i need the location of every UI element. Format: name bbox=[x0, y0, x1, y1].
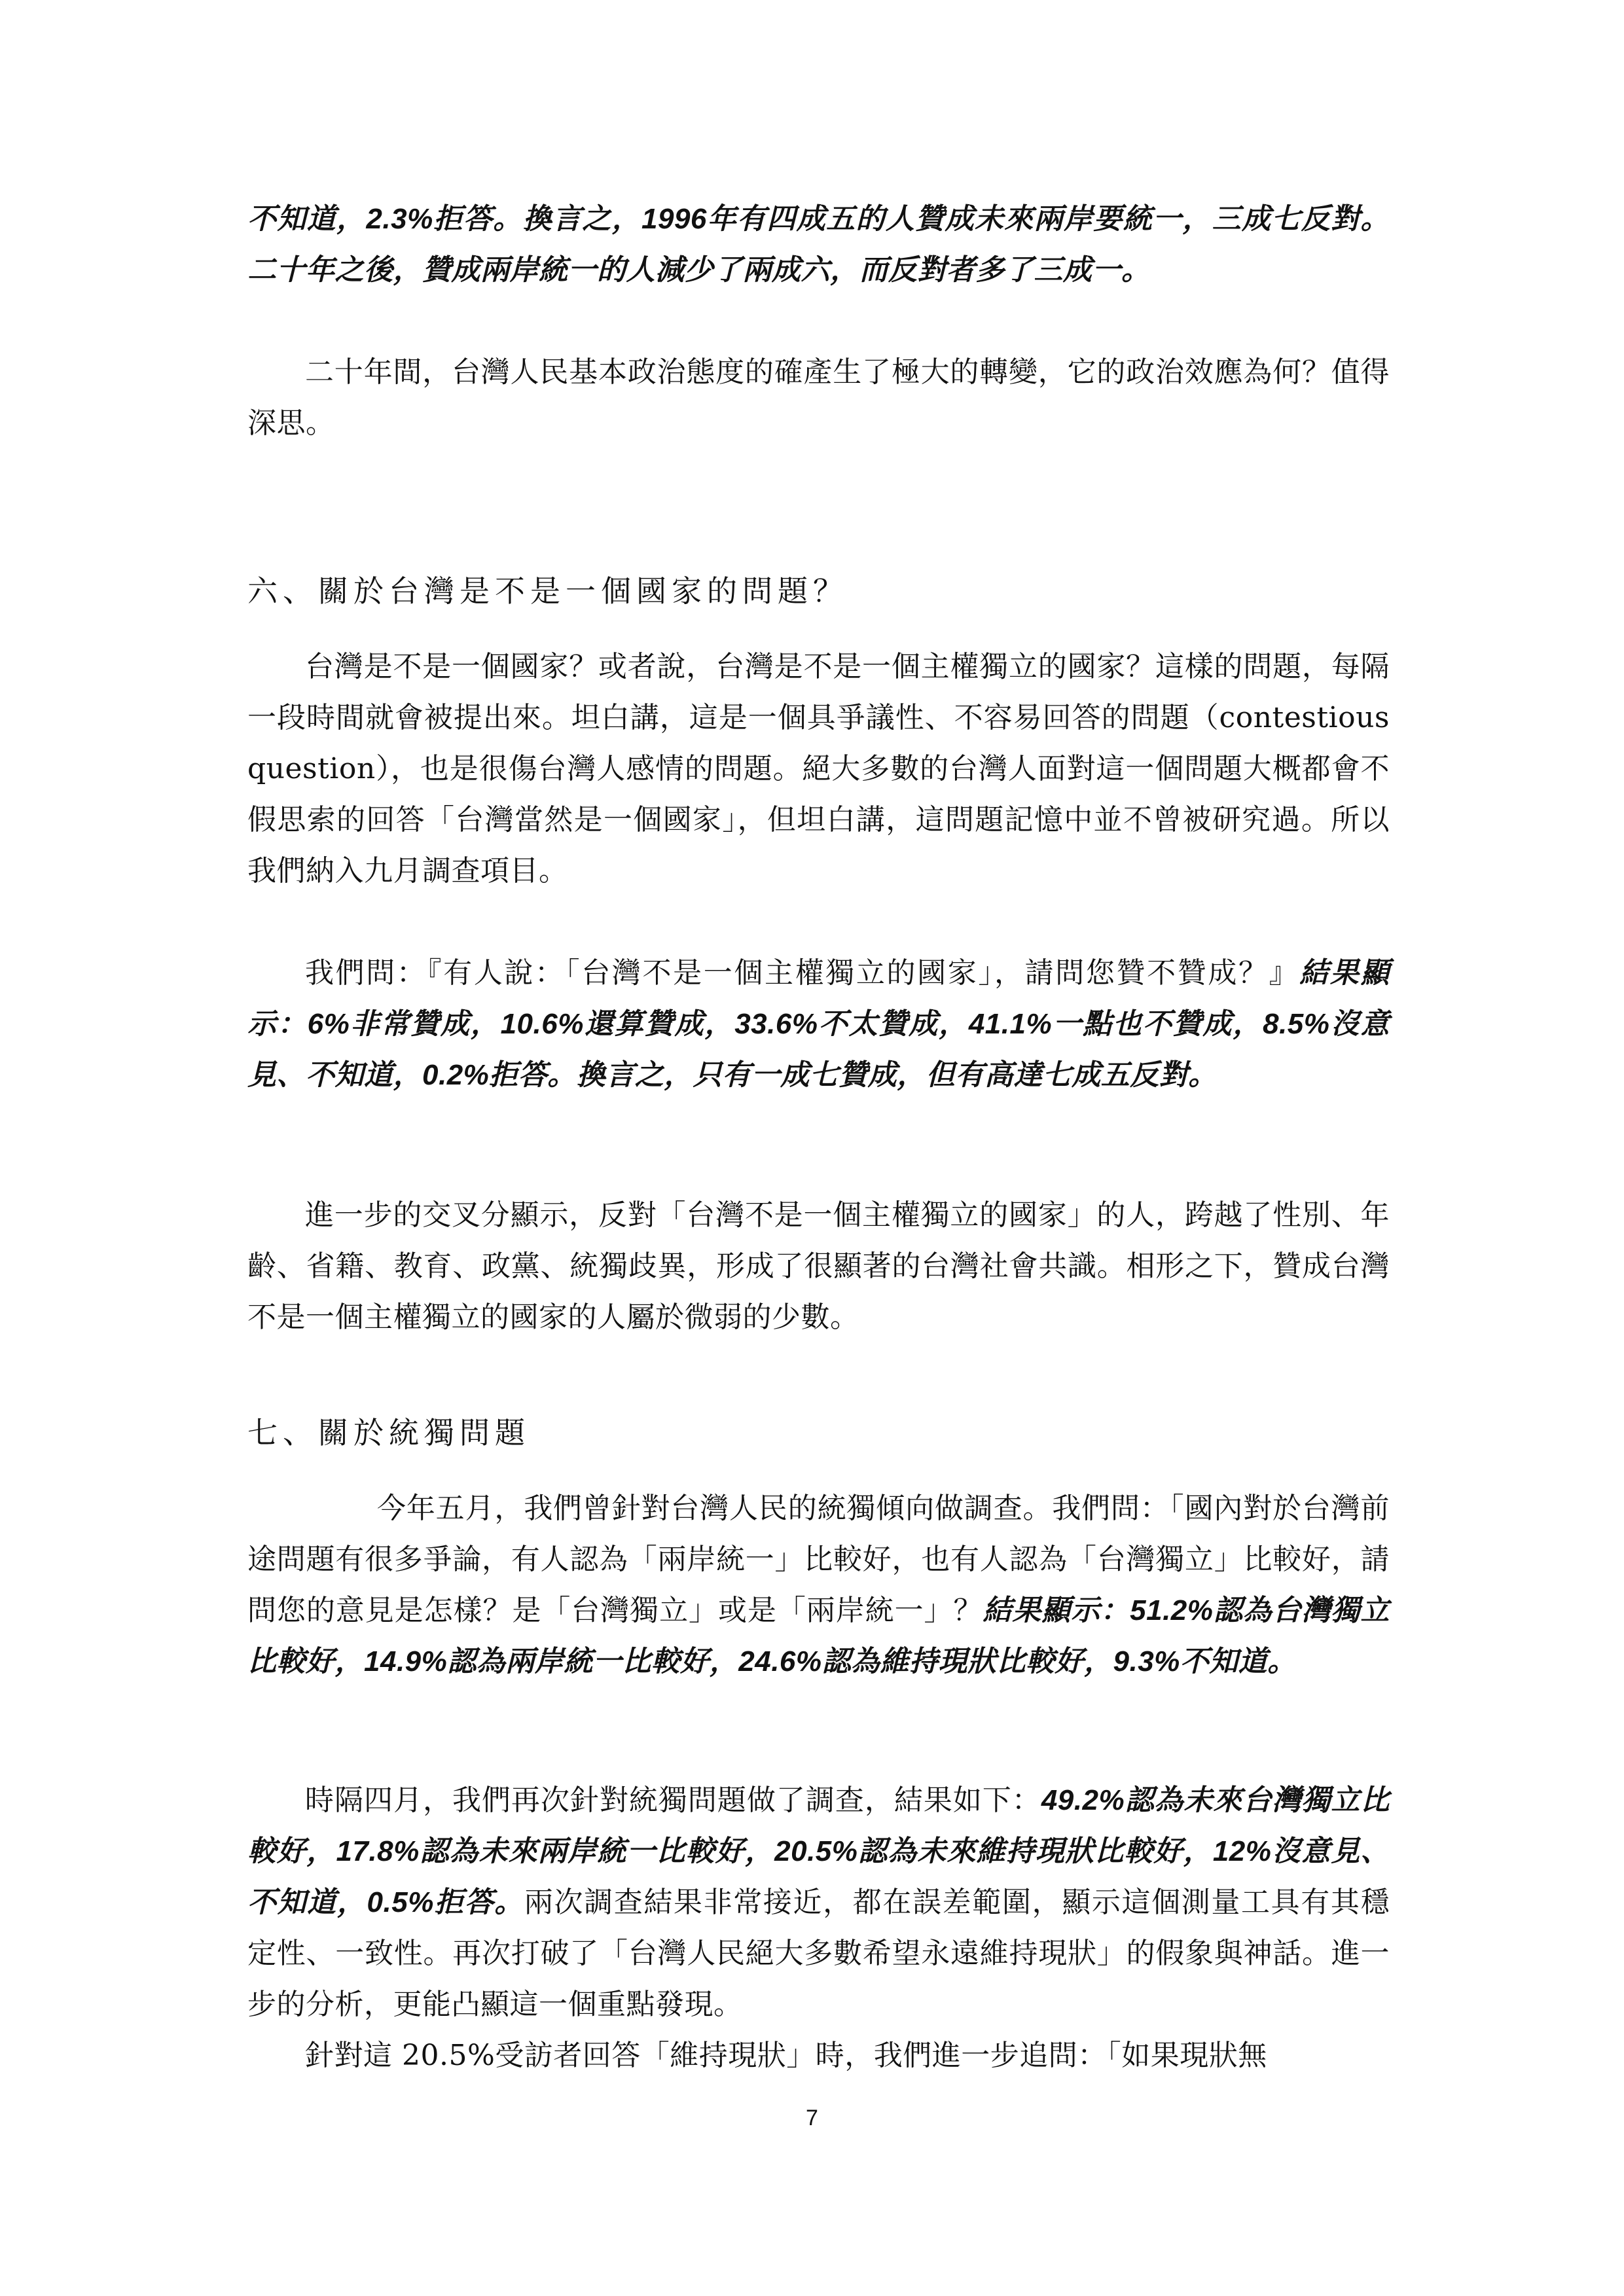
paragraph-nation-question: 台灣是不是一個國家？或者說，台灣是不是一個主權獨立的國家？這樣的問題，每隔一段時間就會被提出來。坦白講，這是一個具爭議性、不容易回答的問題（contestious question），也是很傷台灣人感情的問題。絕大多數的台灣人面對這一個問題大概都會不假思索的回答「台灣當然是一個國家」，但坦白講，這問題記憶中並不曾被研究過。所以我們納入九月調查項目。 bbox=[247, 650, 1390, 888]
bold-result-text: 不知道，2.3%拒答。換言之，1996年有四成五的人贊成未來兩岸要統一，三成七反對。二十年之後，贊成兩岸統一的人減少了兩成六，而反對者多了三成一。 bbox=[247, 203, 1390, 286]
paragraph-cross-analysis: 進一步的交叉分顯示，反對「台灣不是一個主權獨立的國家」的人，跨越了性別、年齡、省籍、教育、政黨、統獨歧異，形成了很顯著的台灣社會共識。相形之下，贊成台灣不是一個主權獨立的國家的人屬於微弱的少數。 bbox=[247, 1198, 1390, 1334]
analysis-text: 兩次調查結果非常接近，都在誤差範圍，顯示這個測量工具有其穩定性、一致性。再次打破了「台灣人民絕大多數希望永遠維持現狀」的假象與神話。進一步的分析，更能凸顯這一個重點發現。 bbox=[247, 1886, 1390, 2021]
survey-question-text: 今年五月，我們曾針對台灣人民的統獨傾向做調查。我們問：「國內對於台灣前途問題有很多爭論，有人認為「兩岸統一」比較好，也有人認為「台灣獨立」比較好，請問您的意見是怎樣？是「台灣獨立」或是「兩岸統一」？ bbox=[247, 1492, 1390, 1627]
paragraph-september-survey bbox=[247, 1775, 1390, 2030]
paragraph-continuation bbox=[247, 194, 1390, 296]
section-heading-6: 六、關於台灣是不是一個國家的問題？ bbox=[247, 573, 848, 609]
survey-question-text: 我們問：『有人說：「台灣不是一個主權獨立的國家」，請問您贊不贊成？』 bbox=[305, 956, 1300, 990]
bold-result-text: 結果顯示：6%非常贊成，10.6%還算贊成，33.6%不太贊成，41.1%一點也不贊成，8.5%沒意見、不知道，0.2%拒答。換言之，只有一成七贊成，但有高達七成五反對。 bbox=[247, 957, 1390, 1091]
paragraph-reflection: 二十年間，台灣人民基本政治態度的確產生了極大的轉變，它的政治效應為何？值得深思。 bbox=[247, 355, 1390, 440]
paragraph-may-survey bbox=[247, 1483, 1390, 1687]
intro-text: 時隔四月，我們再次針對統獨問題做了調查，結果如下： bbox=[305, 1784, 1041, 1817]
bold-result-text: 結果顯示：51.2%認為台灣獨立比較好，14.9%認為兩岸統一比較好，24.6%認為維持現狀比較好，9.3%不知道。 bbox=[247, 1594, 1390, 1677]
paragraph-nation-survey bbox=[247, 948, 1390, 1101]
page-number: 7 bbox=[806, 2106, 818, 2130]
paragraph-status-quo-followup: 針對這 20.5%受訪者回答「維持現狀」時，我們進一步追問：「如果現狀無 bbox=[305, 2039, 1267, 2072]
section-heading-7: 七、關於統獨問題 bbox=[247, 1415, 530, 1450]
bold-result-text: 49.2%認為未來台灣獨立比較好，17.8%認為未來兩岸統一比較好，20.5%認為未來維持現狀比較好，12%沒意見、不知道，0.5%拒答。 bbox=[247, 1784, 1390, 1918]
